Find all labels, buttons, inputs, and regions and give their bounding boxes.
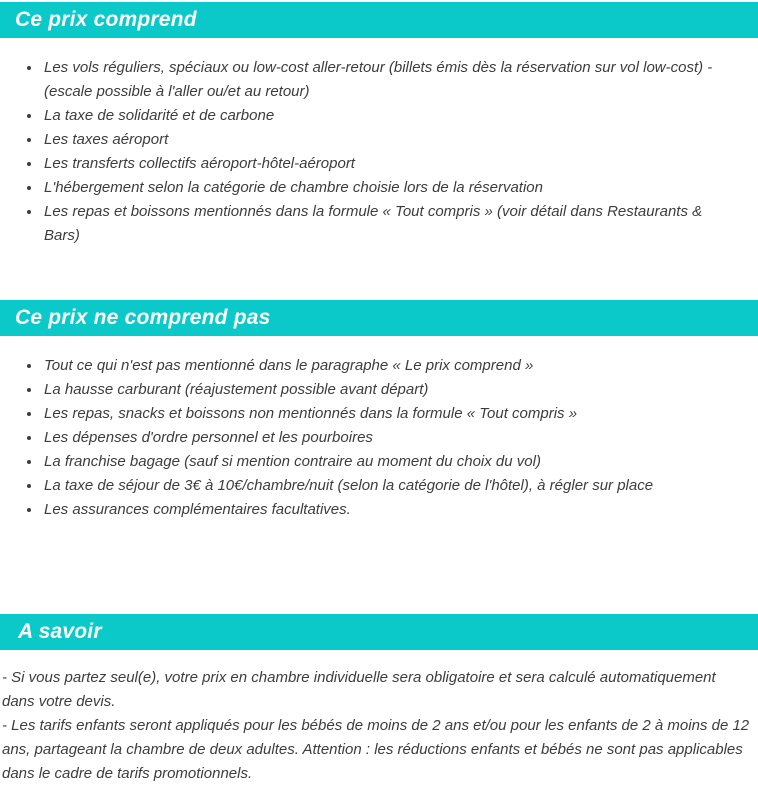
list-item: • Les repas et boissons mentionnés dans la formule « Tout compris » (voir détail dans Restaurants & Bars) xyxy=(42,200,728,248)
section-price-includes xyxy=(0,2,758,248)
section-price-excludes xyxy=(0,300,758,522)
list-item: • L'hébergement selon la catégorie de chambre choisie lors de la réservation xyxy=(42,176,728,200)
list-item: • Les assurances complémentaires facultatives. xyxy=(42,498,728,522)
section-header-price-includes xyxy=(0,2,758,38)
note-paragraph: - Les tarifs enfants seront appliqués pour les bébés de moins de 2 ans et/ou pour les enfants de 2 à moins de 12 ans, partageant la chambre de deux adultes. Attention : les réductions enfants et bébés ne sont pas applicables dans le cadre de tarifs promotionnels. xyxy=(2,717,750,782)
section-good-to-know xyxy=(0,614,758,806)
list-item: • La hausse carburant (réajustement possible avant départ) xyxy=(42,378,728,402)
price-excludes-list xyxy=(0,354,758,522)
list-item: • Les transferts collectifs aéroport-hôtel-aéroport xyxy=(42,152,728,176)
list-item: • Les dépenses d'ordre personnel et les pourboires xyxy=(42,426,728,450)
good-to-know-paragraphs xyxy=(0,666,758,806)
list-item: • Les taxes aéroport xyxy=(42,128,728,152)
note-paragraph: - Si vous partez seul(e), votre prix en chambre individuelle sera obligatoire et sera calculé automatiquement dans votre devis. xyxy=(2,669,716,710)
list-item: • Tout ce qui n'est pas mentionné dans le paragraphe « Le prix comprend » xyxy=(42,354,728,378)
list-item: • La taxe de séjour de 3€ à 10€/chambre/nuit (selon la catégorie de l'hôtel), à régler sur place xyxy=(42,474,728,498)
list-item: • Les repas, snacks et boissons non mentionnés dans la formule « Tout compris » xyxy=(42,402,728,426)
list-item: • Les vols réguliers, spéciaux ou low-cost aller-retour (billets émis dès la réservation sur vol low-cost) - (escale possible à l'aller ou/et au retour) xyxy=(42,56,728,104)
section-header-price-excludes xyxy=(0,300,758,336)
section-title-good-to-know: A savoir xyxy=(18,620,102,643)
price-includes-list xyxy=(0,56,758,248)
list-item: • La franchise bagage (sauf si mention contraire au moment du choix du vol) xyxy=(42,450,728,474)
section-title-price-excludes: Ce prix ne comprend pas xyxy=(15,306,271,329)
section-header-good-to-know xyxy=(0,614,758,650)
list-item: • La taxe de solidarité et de carbone xyxy=(42,104,728,128)
section-title-price-includes: Ce prix comprend xyxy=(15,8,197,31)
